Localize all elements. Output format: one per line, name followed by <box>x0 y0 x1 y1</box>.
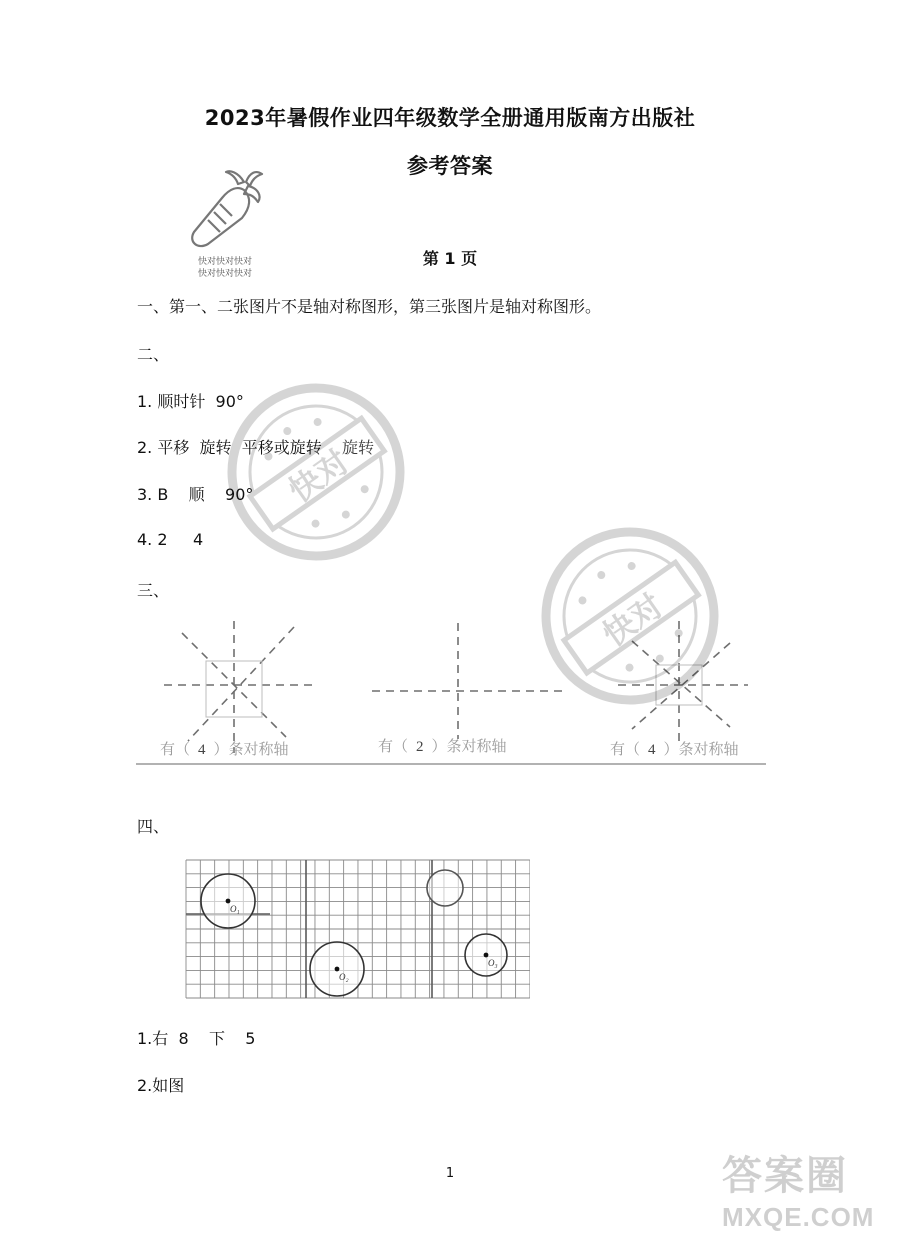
logo-text-1: 快对快对快对 <box>197 257 252 267</box>
answer-2-3: 3. B 顺 90° <box>137 485 254 504</box>
answer-section-4-heading: 四、 <box>137 817 170 836</box>
answer-4-2: 2.如图 <box>137 1076 185 1095</box>
watermark-text-2: 快对 <box>595 586 670 655</box>
carrot-icon <box>186 168 264 250</box>
figure-caption-3: 有（ 4 ）条对称轴 <box>610 742 739 758</box>
grid-label-o2: O₂ <box>339 972 349 982</box>
figure-caption-2: 有（ 2 ）条对称轴 <box>378 739 507 755</box>
answer-2-1: 1. 顺时针 90° <box>137 392 244 411</box>
watermark-text-1: 快对 <box>281 442 356 511</box>
answer-2-4: 4. 2 4 <box>137 530 204 549</box>
answer-2-2: 2. 平移 旋转 平移或旋转 旋转 <box>137 438 375 457</box>
answer-section-2-heading: 二、 <box>137 345 170 364</box>
grid-drawing <box>184 858 530 1000</box>
grid-label-o1: O₁ <box>230 904 240 914</box>
page-number: 1 <box>445 1166 455 1181</box>
answer-section-1: 一、第一、二张图片不是轴对称图形，第三张图片是轴对称图形。 <box>137 297 602 316</box>
grid-label-o3: O₃ <box>488 958 498 968</box>
logo-text-2: 快对快对快对 <box>197 269 252 279</box>
corner-watermark-url: MXQE.COM <box>722 1202 875 1232</box>
answer-4-1: 1.右 8 下 5 <box>137 1029 256 1048</box>
circle-grid-figure <box>184 858 530 1000</box>
document-title: 2023年暑假作业四年级数学全册通用版南方出版社 <box>204 106 696 130</box>
document-subtitle: 参考答案 <box>407 154 493 178</box>
page-heading: 第 1 页 <box>422 249 478 268</box>
answer-section-3-heading: 三、 <box>137 581 170 600</box>
figure-caption-1: 有（ 4 ）条对称轴 <box>160 742 289 758</box>
corner-watermark-text: 答案圈 <box>722 1153 848 1199</box>
stamp-seal-icon <box>191 347 442 598</box>
watermark-stamp-1 <box>191 347 442 598</box>
